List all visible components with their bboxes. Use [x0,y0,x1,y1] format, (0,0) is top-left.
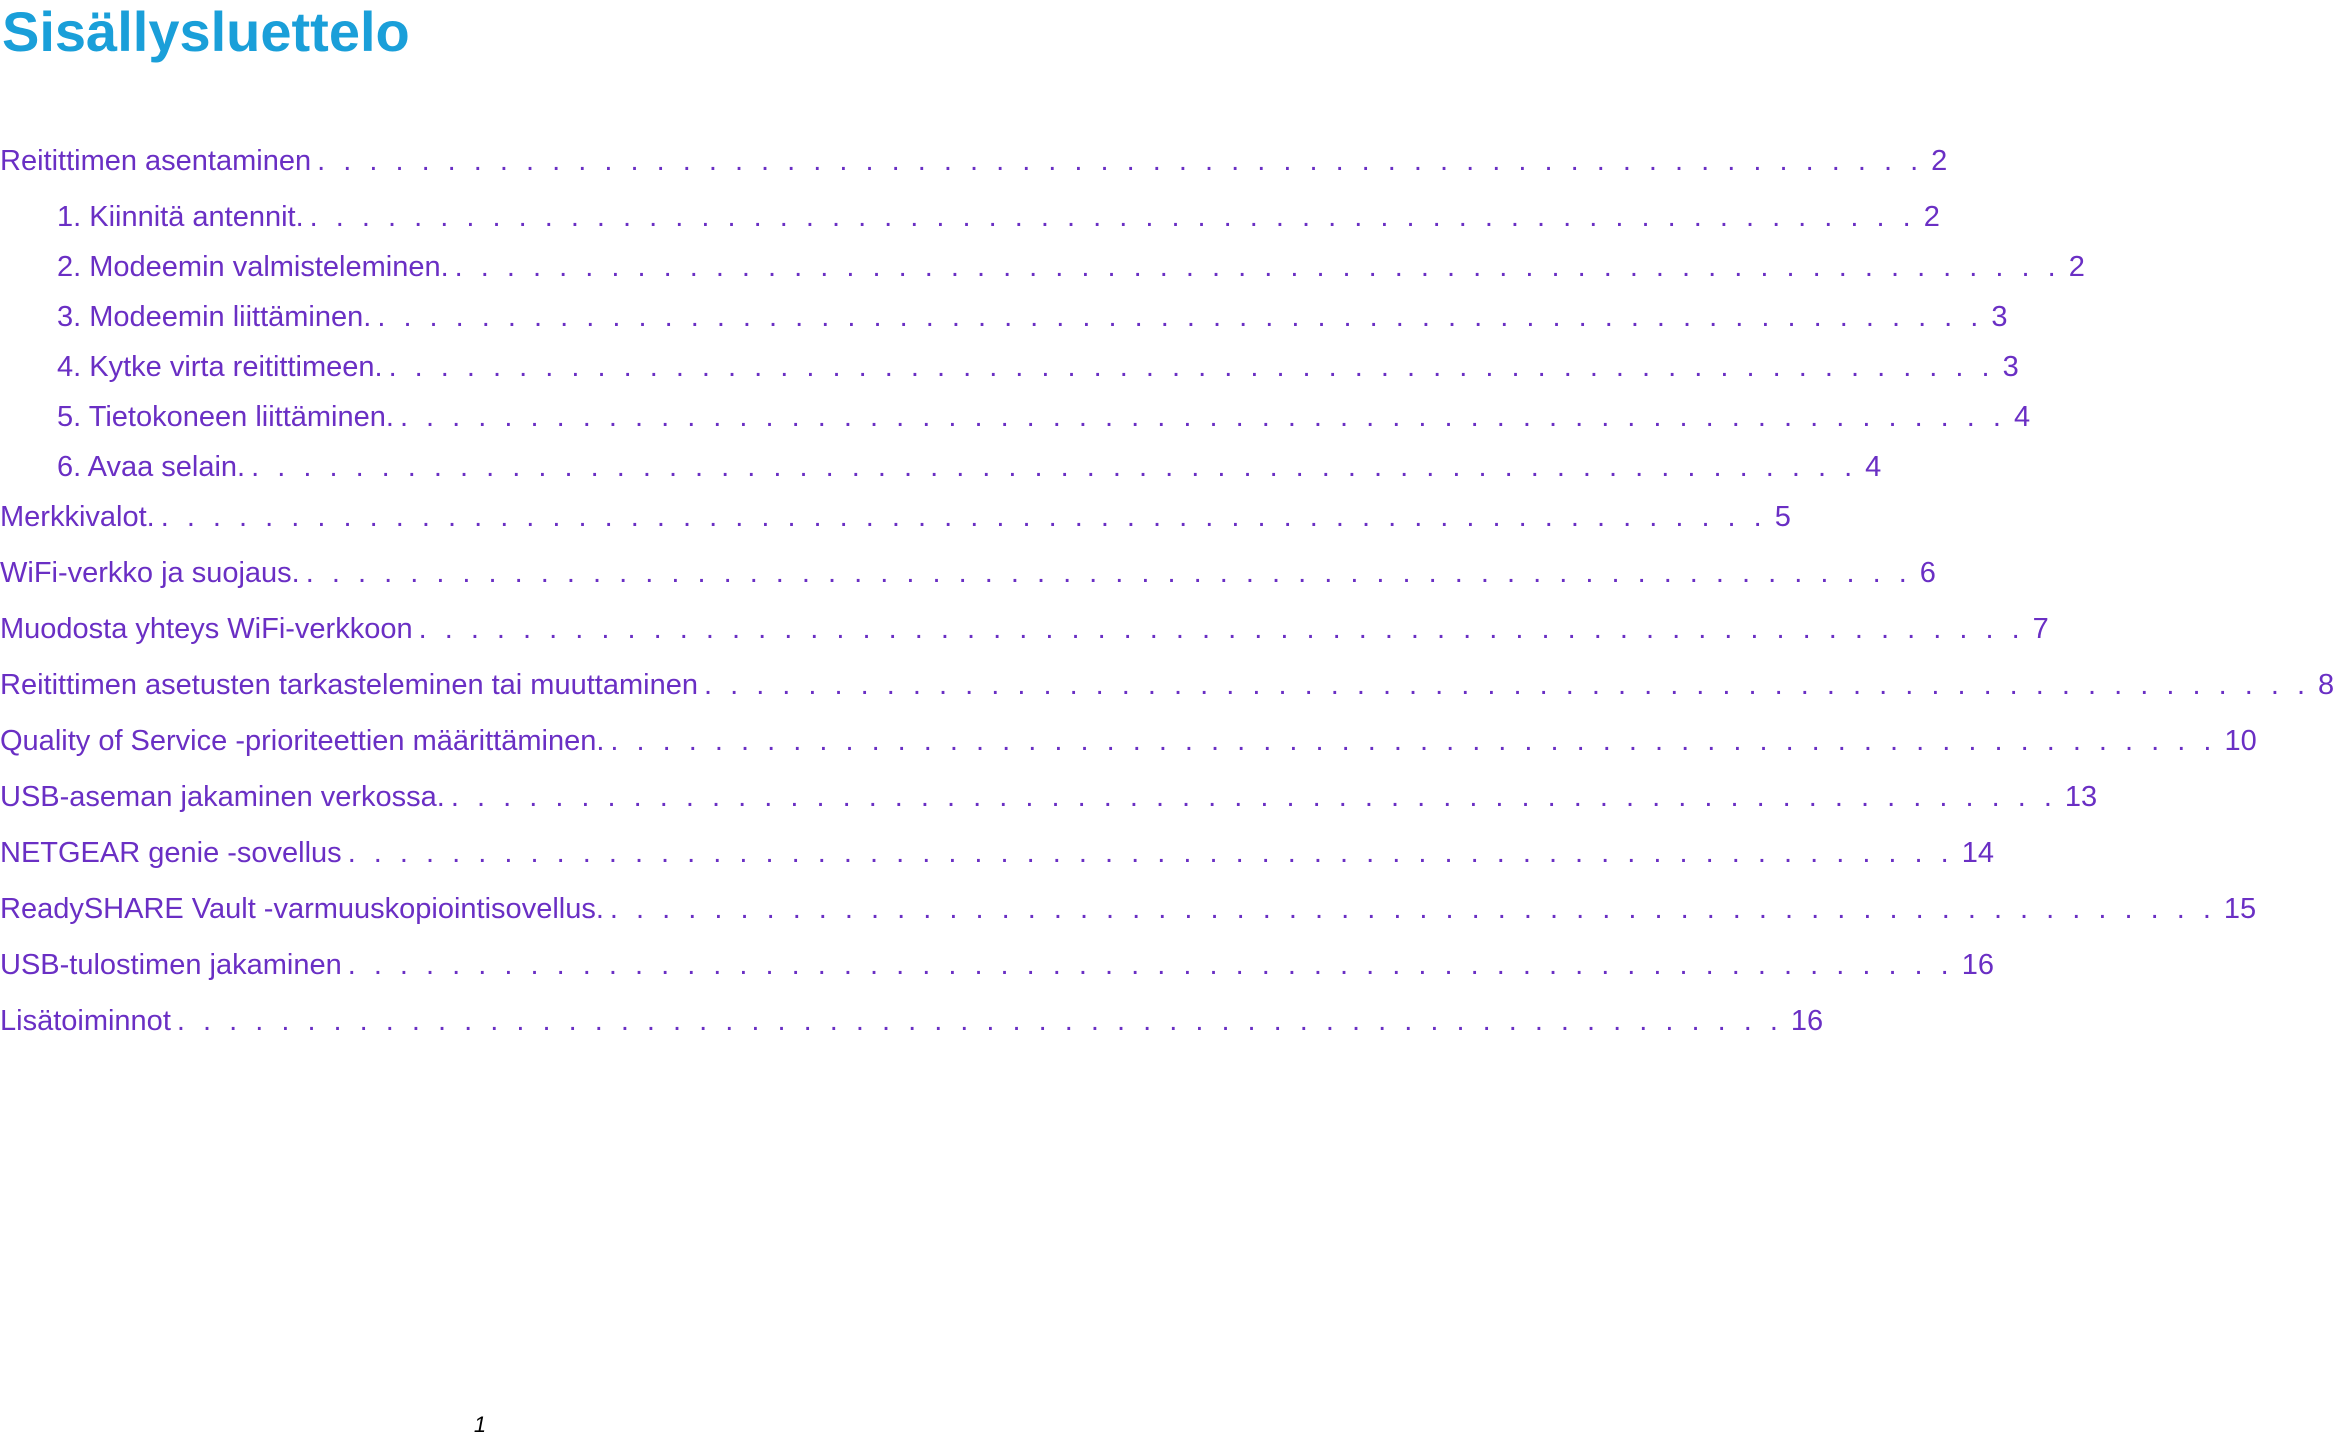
toc-entry-title: Merkkivalot. [0,501,155,533]
toc-page-number: 2 [1931,145,1948,177]
toc-entry-modeemin-valmisteleminen[interactable] [57,247,2085,287]
toc-entry-kiinnita-antennit[interactable] [57,197,1940,237]
toc-page-number: 4 [1865,451,1882,483]
toc-page-number: 2 [1923,201,1940,233]
toc-entry-title: 1. Kiinnitä antennit. [57,201,304,233]
toc-dot-leader: . . . . . . . . . . . . . . . . . . . . . . . . . . . . . . . . . . . . . . . . . . . . . . . . . . . . . . . . . . . . . . [309,201,1916,233]
toc-dot-leader: . . . . . . . . . . . . . . . . . . . . . . . . . . . . . . . . . . . . . . . . . . . . . . . . . . . . . . . . . . . . . . [347,949,1954,981]
toc-entry-title: USB-tulostimen jakaminen [0,949,342,981]
toc-entry-usb-aseman-jakaminen[interactable] [0,777,2098,817]
toc-entry-merkkivalot[interactable] [0,497,1791,537]
toc-entry-wifi-verkko[interactable] [0,553,1936,593]
toc-dot-leader: . . . . . . . . . . . . . . . . . . . . . . . . . . . . . . . . . . . . . . . . . . . . . . . . . . . . . . . . . . . . . . [703,669,2310,701]
footer-page-number: 1 [473,1412,487,1437]
toc-entry-title: Muodosta yhteys WiFi-verkkoon [0,613,413,645]
toc-entry-avaa-selain[interactable] [57,447,1882,487]
toc-dot-leader: . . . . . . . . . . . . . . . . . . . . . . . . . . . . . . . . . . . . . . . . . . . . . . . . . . . . . . . . . . . . . . [388,351,1995,383]
toc-dot-leader: . . . . . . . . . . . . . . . . . . . . . . . . . . . . . . . . . . . . . . . . . . . . . . . . . . . . . . . . . . . . . . [450,781,2057,813]
toc-entry-quality-of-service[interactable] [0,721,2257,761]
toc-entry-title: 6. Avaa selain. [57,451,246,483]
toc-entry-lisatoiminnot[interactable] [0,1001,1824,1041]
toc-entry-title: WiFi-verkko ja suojaus. [0,557,300,589]
toc-page-number: 7 [2032,613,2049,645]
toc-dot-leader: . . . . . . . . . . . . . . . . . . . . . . . . . . . . . . . . . . . . . . . . . . . . . . . . . . . . . . . . . . . . . . [377,301,1984,333]
toc-entry-title: ReadySHARE Vault -varmuuskopiointisovellus. [0,893,604,925]
toc-page-number: 14 [1961,837,1994,869]
toc-page-number: 10 [2224,725,2257,757]
toc-dot-leader: . . . . . . . . . . . . . . . . . . . . . . . . . . . . . . . . . . . . . . . . . . . . . . . . . . . . . . . . . . . . . . [176,1005,1783,1037]
toc-entry-title: NETGEAR genie -sovellus [0,837,342,869]
toc-entry-tietokoneen-liittaminen[interactable] [57,397,2031,437]
toc-entry-readyshare-vault[interactable] [0,889,2257,929]
toc-dot-leader: . . . . . . . . . . . . . . . . . . . . . . . . . . . . . . . . . . . . . . . . . . . . . . . . . . . . . . . . . . . . . . [609,893,2216,925]
toc-page-number: 4 [2013,401,2031,433]
toc-page-number: 16 [1790,1005,1824,1037]
toc-page-number: 5 [1774,501,1791,533]
toc-page-number: 13 [2064,781,2098,813]
toc-entry-title: 4. Kytke virta reitittimeen. [57,351,383,383]
toc-entry-title: Lisätoiminnot [0,1005,171,1037]
toc-dot-leader: . . . . . . . . . . . . . . . . . . . . . . . . . . . . . . . . . . . . . . . . . . . . . . . . . . . . . . . . . . . . . . [305,557,1912,589]
toc-page-number: 3 [2002,351,2019,383]
toc-entry-kytke-virta[interactable] [57,347,2019,387]
toc-dot-leader: . . . . . . . . . . . . . . . . . . . . . . . . . . . . . . . . . . . . . . . . . . . . . . . . . . . . . . . . . . . . . . [347,837,1954,869]
toc-dot-leader: . . . . . . . . . . . . . . . . . . . . . . . . . . . . . . . . . . . . . . . . . . . . . . . . . . . . . . . . . . . . . . [317,145,1924,177]
toc-dot-leader: . . . . . . . . . . . . . . . . . . . . . . . . . . . . . . . . . . . . . . . . . . . . . . . . . . . . . . . . . . . . . . [418,613,2025,645]
toc-page-number: 16 [1961,949,1994,981]
toc-entry-title: USB-aseman jakaminen verkossa. [0,781,445,813]
toc-dot-leader: . . . . . . . . . . . . . . . . . . . . . . . . . . . . . . . . . . . . . . . . . . . . . . . . . . . . . . . . . . . . . . [610,725,2217,757]
toc-entry-modeemin-liittaminen[interactable] [57,297,2008,337]
toc-dot-leader: . . . . . . . . . . . . . . . . . . . . . . . . . . . . . . . . . . . . . . . . . . . . . . . . . . . . . . . . . . . . . . [251,451,1858,483]
toc-page-number: 8 [2318,669,2334,701]
toc-entry-title: Quality of Service -prioriteettien määrittäminen. [0,725,605,757]
toc-entry-reitittimen-asentaminen[interactable] [0,141,1948,181]
toc-page-number: 6 [1919,557,1936,589]
toc-page-number: 3 [1991,301,2008,333]
toc-dot-leader: . . . . . . . . . . . . . . . . . . . . . . . . . . . . . . . . . . . . . . . . . . . . . . . . . . . . . . . . . . . . . . [399,401,2006,433]
toc-entry-title: 2. Modeemin valmisteleminen. [57,251,449,283]
toc-page-number: 15 [2223,893,2257,925]
toc-entry-title: Reitittimen asetusten tarkasteleminen tai muuttaminen [0,669,698,701]
page-title: Sisällysluettelo [2,0,410,63]
toc-entry-usb-tulostimen-jakaminen[interactable] [0,945,1994,985]
toc-dot-leader: . . . . . . . . . . . . . . . . . . . . . . . . . . . . . . . . . . . . . . . . . . . . . . . . . . . . . . . . . . . . . . [454,251,2061,283]
toc-entry-title: 3. Modeemin liittäminen. [57,301,372,333]
toc-entry-title: Reitittimen asentaminen [0,145,312,177]
toc-entry-netgear-genie[interactable] [0,833,1994,873]
toc-page-number: 2 [2068,251,2085,283]
toc-entry-reitittimen-asetukset[interactable] [0,665,2334,705]
toc-entry-muodosta-yhteys[interactable] [0,609,2049,649]
toc-entry-title: 5. Tietokoneen liittäminen. [57,401,394,433]
toc-dot-leader: . . . . . . . . . . . . . . . . . . . . . . . . . . . . . . . . . . . . . . . . . . . . . . . . . . . . . . . . . . . . . . [160,501,1767,533]
